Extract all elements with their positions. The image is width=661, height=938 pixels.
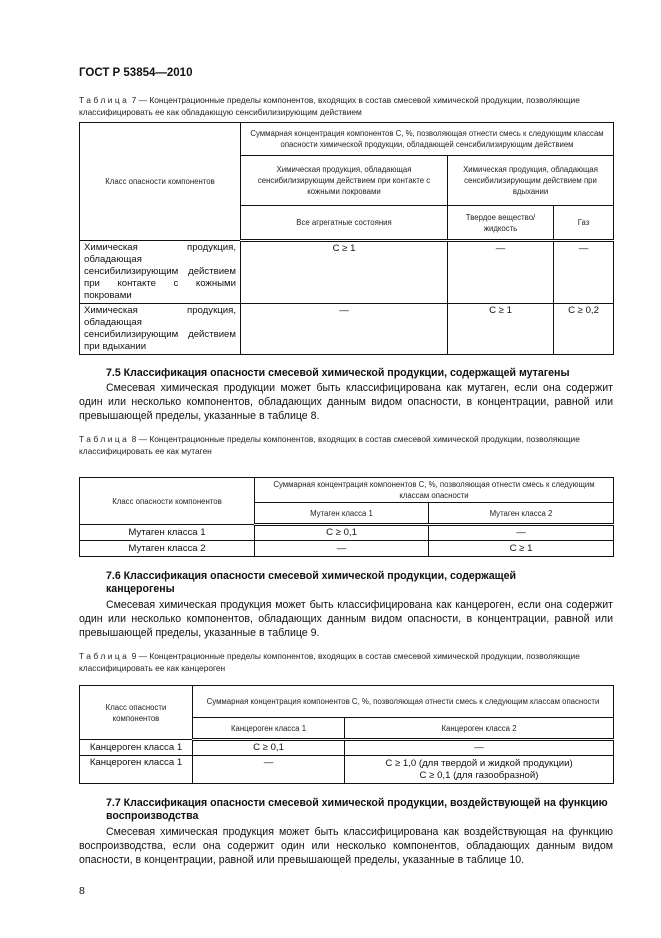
table-row — [80, 241, 614, 304]
cell: — — [193, 756, 345, 784]
document-header: ГОСТ Р 53854—2010 — [79, 67, 193, 79]
cell-line: С ≥ 0,1 (для газообразной) — [419, 769, 539, 781]
col-header-group: Суммарная концентрация компонентов С, %, позволяющая отнести смесь к следующим классам опасности — [193, 686, 614, 718]
row-name: Мутаген класса 2 — [80, 541, 255, 557]
section-7-6-text: Смесевая химическая продукция может быть классифицирована как канцероген, если она содержит один или несколько компонентов, обладающих данным видом опасности, в концентрации, равной или превышающей пределы, указанные в таблице 9. — [79, 599, 613, 639]
row-name: Химическая продукция, обладающая сенсибилизирующим действием при контакте с кожными покровами — [80, 241, 241, 304]
section-7-7-text: Смесевая химическая продукция может быть классифицирована как воздействующая на функцию воспроизводства, если она содержит один или несколько компонентов, обладающих данным видом опасности, в концентрации, равной или превышающей пределы, указанные в таблице 10. — [79, 826, 613, 866]
cell: С ≥ 0,1 — [255, 525, 429, 541]
table-8 — [79, 477, 614, 557]
sub-header-inhal: Химическая продукция, обладающая сенсибилизирующим действием при вдыхании — [448, 156, 614, 206]
cell: С ≥ 0,1 — [193, 740, 345, 756]
row-name: Мутаген класса 1 — [80, 525, 255, 541]
table-row — [80, 304, 614, 355]
section-7-7-title: 7.7 Классификация опасности смесевой химической продукции, воздействующей на функцию воспроизводства — [106, 797, 608, 822]
section-7-6-title: 7.6 Классификация опасности смесевой химической продукции, содержащей канцерогены — [106, 570, 517, 595]
sub-header-skin: Химическая продукция, обладающая сенсибилизирующим действием при контакте с кожными покровами — [241, 156, 448, 206]
table-row — [80, 756, 614, 784]
caption-word: Таблица — [79, 434, 130, 444]
state-solid: Твердое вещество/жидкость — [448, 206, 554, 241]
cell: — — [255, 541, 429, 557]
cell: С ≥ 0,2 — [554, 304, 614, 355]
caption-word: Таблица — [79, 651, 130, 661]
caption-text: 9 — Концентрационные пределы компонентов, входящих в состав смесевой химической продукции, позволяющие классифицировать ее как канцероген — [79, 651, 580, 673]
sub-header-1: Мутаген класса 1 — [255, 503, 429, 525]
col-header-class: Класс опасности компонентов — [80, 478, 255, 525]
cell: — — [345, 740, 614, 756]
row-name: Канцероген класса 1 — [80, 756, 193, 784]
section-7-5-text: Смесевая химическая продукции может быть классифицирована как мутаген, если она содержит один или несколько компонентов, обладающих данным видом опасности, в концентрации, равной или превышающей пределы, указанные в таблице 8. — [79, 382, 613, 422]
col-header-group: Суммарная концентрация компонентов С, %, позволяющая отнести смесь к следующим классам опасности — [255, 478, 614, 503]
col-header-group: Суммарная концентрация компонентов С, %, позволяющая отнести смесь к следующим классам опасности химической продукции, обладающей сенсибилизирующим действием — [241, 123, 614, 156]
state-gas: Газ — [554, 206, 614, 241]
section-7-5-title: 7.5 Классификация опасности смесевой химической продукции, содержащей мутагены — [106, 367, 570, 379]
cell: — — [448, 241, 554, 304]
table-row — [80, 525, 614, 541]
table-row — [80, 541, 614, 557]
sub-header-2: Канцероген класса 2 — [345, 718, 614, 740]
cell-multi — [345, 756, 614, 784]
cell: С ≥ 1 — [241, 241, 448, 304]
table-row — [80, 740, 614, 756]
caption-text: 8 — Концентрационные пределы компонентов, входящих в состав смесевой химической продукции, позволяющие классифицировать ее как мутаген — [79, 434, 580, 456]
row-name: Химическая продукция, обладающая сенсибилизирующим действием при вдыхании — [80, 304, 241, 355]
sub-header-1: Канцероген класса 1 — [193, 718, 345, 740]
cell: — — [554, 241, 614, 304]
cell: — — [241, 304, 448, 355]
table-9 — [79, 685, 614, 784]
table8-caption — [79, 433, 613, 457]
caption-text: 7 — Концентрационные пределы компонентов, входящих в состав смесевой химической продукции, позволяющие классифицировать ее как обладающую сенсибилизирующим действием — [79, 95, 580, 117]
caption-word: Таблица — [79, 95, 130, 105]
table-7 — [79, 122, 614, 355]
cell: С ≥ 1 — [429, 541, 614, 557]
state-all: Все агрегатные состояния — [241, 206, 448, 241]
cell-line: С ≥ 1,0 (для твердой и жидкой продукции) — [385, 757, 573, 769]
cell: С ≥ 1 — [448, 304, 554, 355]
col-header-class: Класс опасности компонентов — [80, 123, 241, 241]
row-name: Канцероген класса 1 — [80, 740, 193, 756]
col-header-class: Класс опасности компонентов — [80, 686, 193, 740]
page-number: 8 — [79, 885, 85, 897]
sub-header-2: Мутаген класса 2 — [429, 503, 614, 525]
table9-caption — [79, 650, 613, 674]
cell: — — [429, 525, 614, 541]
table7-caption — [79, 94, 613, 118]
